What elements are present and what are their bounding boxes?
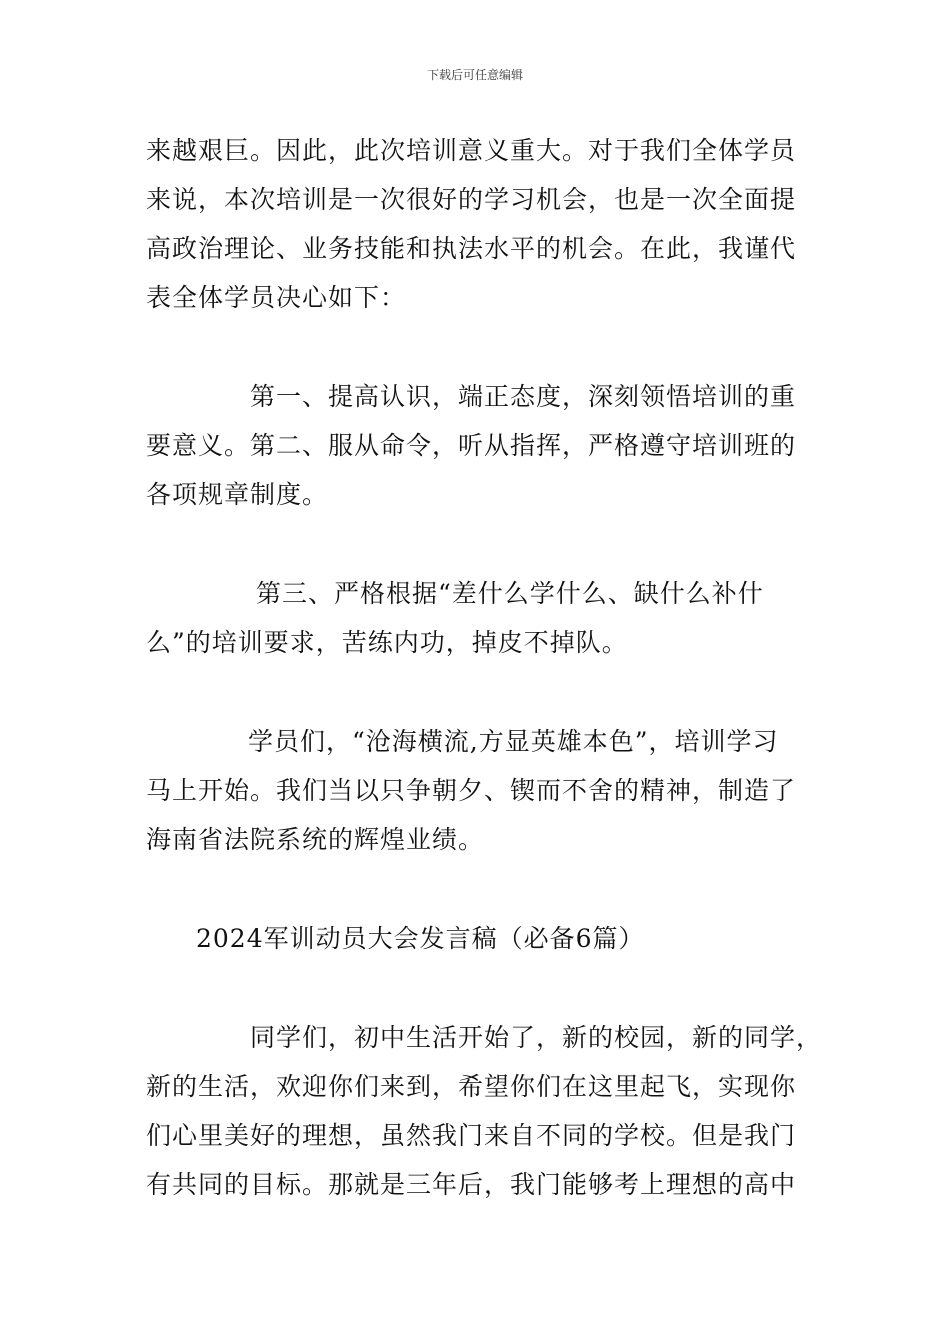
text-line: 么”的培训要求，苦练内功，掉皮不掉队。 <box>146 628 628 657</box>
paragraph-gap <box>146 963 808 1013</box>
text-line: 有共同的目标。那就是三年后，我门能够考上理想的高中 <box>146 1170 797 1199</box>
text-line: 第三、严格根据“差什么学什么、缺什么补什 <box>256 579 764 608</box>
paragraph-gap <box>146 667 808 717</box>
text-line: 马上开始。我们当以只争朝夕、锲而不舍的精神，制造了 <box>146 776 797 805</box>
page-header <box>0 66 950 83</box>
paragraph-gap <box>146 864 808 914</box>
text-line: 海南省法院系统的辉煌业绩。 <box>146 825 485 854</box>
section-title <box>146 914 808 963</box>
text-line: 高政治理论、业务技能和执法水平的机会。在此，我谨代 <box>146 234 797 263</box>
paragraph-4 <box>146 717 808 864</box>
section-title-text: 2024军训动员大会发言稿（必备6篇） <box>196 924 645 953</box>
paragraph-2 <box>146 372 808 519</box>
paragraph-gap <box>146 322 808 372</box>
text-line: 们心里美好的理想，虽然我门来自不同的学校。但是我门 <box>146 1121 797 1150</box>
document-body <box>146 126 823 1209</box>
header-text: 下载后可任意编辑 <box>426 68 523 82</box>
text-line: 要意义。第二、服从命令，听从指挥，严格遵守培训班的 <box>146 431 797 460</box>
text-line: 第一、提高认识，端正态度，深刻领悟培训的重 <box>250 382 797 411</box>
paragraph-5 <box>146 1013 823 1209</box>
text-line: 来越艰巨。因此，此次培训意义重大。对于我们全体学员 <box>146 136 797 165</box>
text-line: 学员们，“沧海横流,方显英雄本色”，培训学习 <box>248 727 779 756</box>
text-line: 表全体学员决心如下： <box>146 283 407 312</box>
text-line: 同学们，初中生活开始了，新的校园，新的同学， <box>250 1023 823 1052</box>
text-line: 新的生活，欢迎你们来到，希望你们在这里起飞，实现你 <box>146 1072 797 1101</box>
text-line: 各项规章制度。 <box>146 480 329 509</box>
paragraph-1 <box>146 126 808 322</box>
text-line: 来说，本次培训是一次很好的学习机会，也是一次全面提 <box>146 185 797 214</box>
paragraph-3 <box>146 569 808 667</box>
paragraph-gap <box>146 519 808 569</box>
